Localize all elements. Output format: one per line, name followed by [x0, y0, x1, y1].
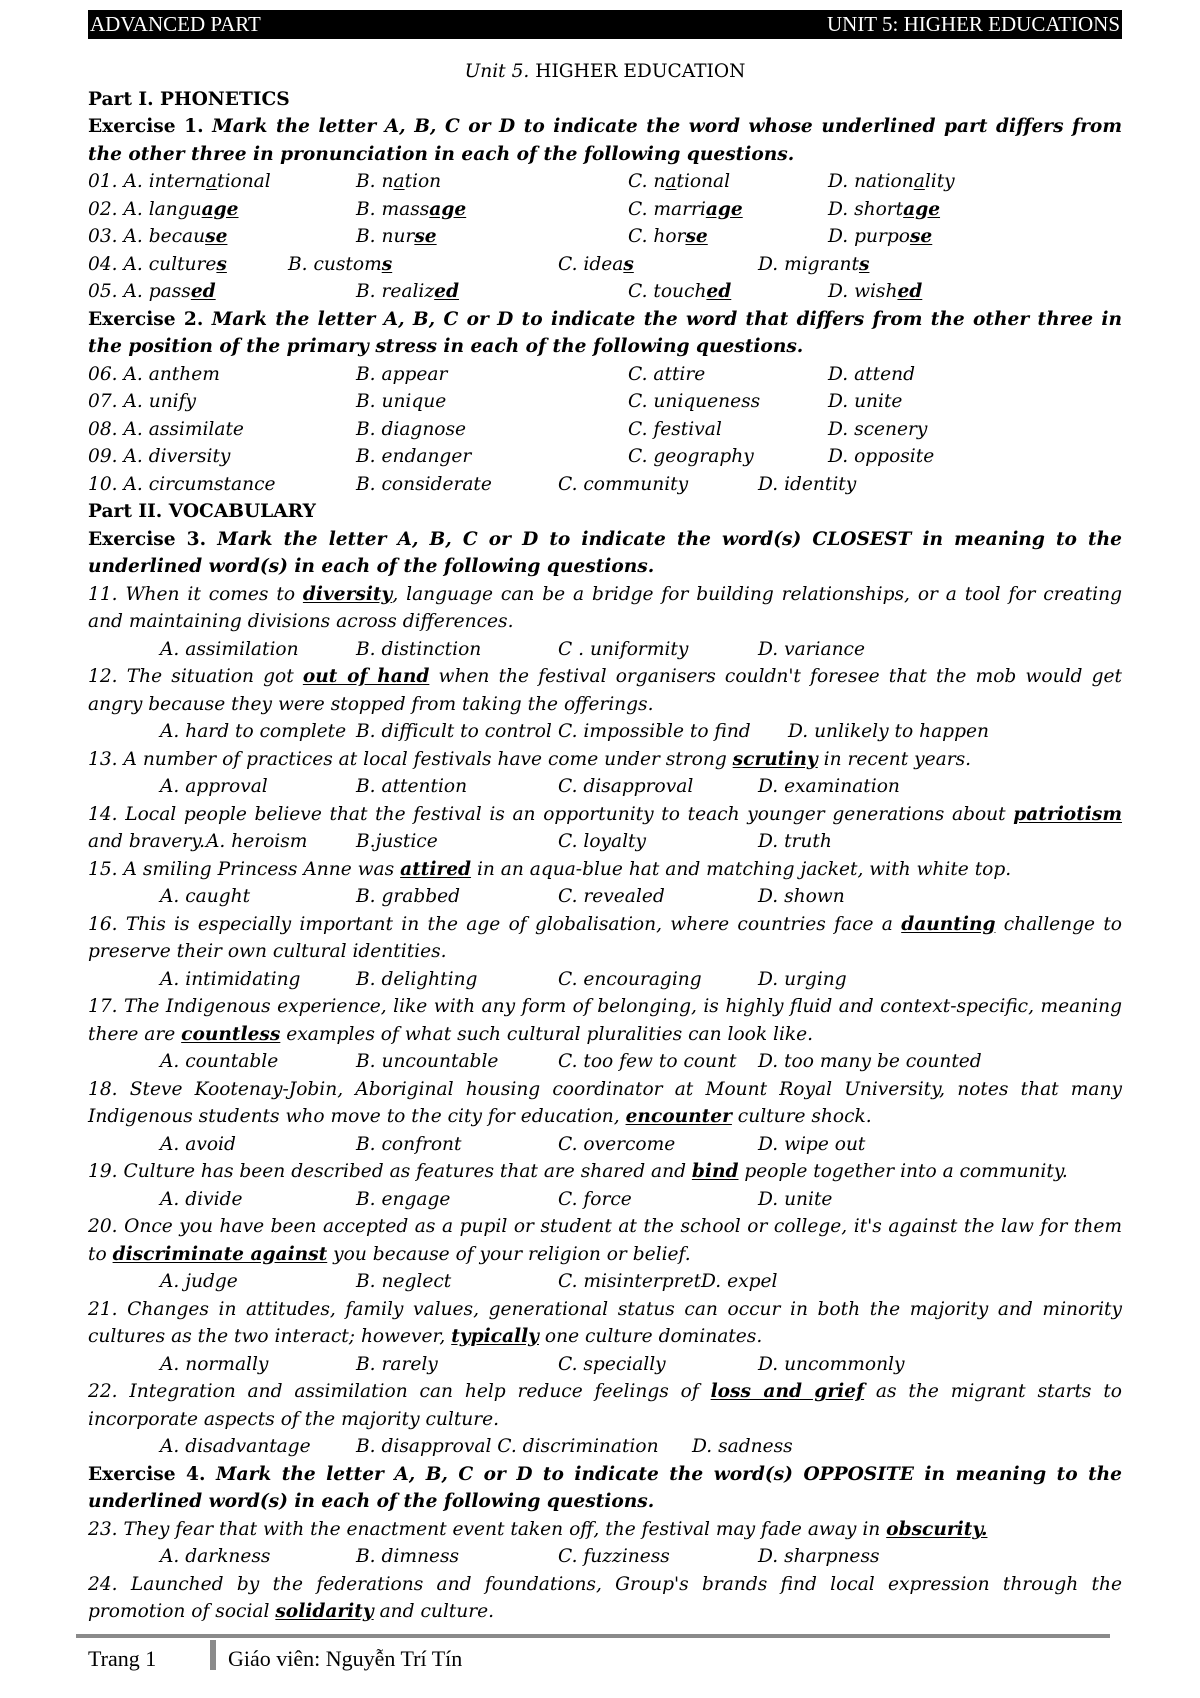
- part-2-heading: Part II. VOCABULARY: [88, 501, 316, 522]
- page-number: Trang 1: [88, 1646, 157, 1671]
- question-02: 02. A. language B. massage C. marriage D. shortage: [88, 198, 941, 220]
- question-20: 20. Once you have been accepted as a pupil or student at the school or college, it's against the law for them to discriminate against you because of your religion or belief.: [88, 1216, 1122, 1265]
- question-23: 23. They fear that with the enactment event taken off, the festival may fade away in obscurity.: [88, 1518, 988, 1540]
- question-16: 16. This is especially important in the age of globalisation, where countries face a daunting challenge to preserve their own cultural identities.: [88, 913, 1122, 962]
- exercise-3-instruction: Exercise 3. Mark the letter A, B, C or D to indicate the word(s) CLOSEST in meaning to the underlined word(s) in each of the following questions.: [88, 528, 1122, 577]
- question-08: 08. A. assimilate B. diagnose C. festival D. scenery: [88, 418, 928, 440]
- exercise-2-instruction: Exercise 2. Mark the letter A, B, C or D to indicate the word that differs from the other three in the position of the primary stress in each of the following questions.: [88, 308, 1122, 357]
- page-header: [88, 10, 1122, 39]
- document-title: Unit 5. HIGHER EDUCATION: [464, 61, 746, 82]
- options-12: A. hard to complete B. difficult to control C. impossible to find D. unlikely to happen: [160, 721, 989, 742]
- part-1-heading: Part I. PHONETICS: [88, 88, 290, 110]
- options-19: A. divide B. engage C. force D. unite: [160, 1188, 833, 1210]
- options-13: A. approval B. attention C. disapproval D. examination: [160, 776, 900, 797]
- page-footer: [76, 1634, 1110, 1674]
- options-14: A. heroism B.justice C. loyalty D. truth: [206, 831, 832, 852]
- options-20: A. judge B. neglect C. misinterpretD. expel: [160, 1271, 778, 1292]
- options-11: A. assimilation B. distinction C . uniformity D. variance: [160, 638, 865, 660]
- header-left: ADVANCED PART: [90, 12, 261, 36]
- options-15: A. caught B. grabbed C. revealed D. shown: [160, 886, 845, 907]
- question-06: 06. A. anthem B. appear C. attire D. attend: [88, 363, 915, 385]
- footer-separator: [210, 1640, 216, 1670]
- question-09: 09. A. diversity B. endanger C. geography D. opposite: [88, 446, 935, 467]
- question-18: 18. Steve Kootenay-Jobin, Aboriginal housing coordinator at Mount Royal University, notes that many Indigenous students who move to the city for education, encounter culture shock.: [88, 1078, 1122, 1127]
- exercise-1-instruction: Exercise 1. Mark the letter A, B, C or D to indicate the word whose underlined part differs from the other three in pronunciation in each of the following questions.: [88, 116, 1122, 165]
- document-body: [88, 58, 1122, 1626]
- question-21: 21. Changes in attitudes, family values, generational status can occur in both the majority and minority cultures as the two interact; however, typically one culture dominates.: [88, 1298, 1122, 1347]
- question-01: 01. A. international B. nation C. national D. nationality: [88, 171, 955, 192]
- question-12: 12. The situation got out of hand when the festival organisers couldn't foresee that the mob would get angry because they were stopped from taking the offerings.: [88, 666, 1122, 715]
- teacher-name: Giáo viên: Nguyễn Trí Tín: [228, 1646, 463, 1671]
- question-15: 15. A smiling Princess Anne was attired in an aqua-blue hat and matching jacket, with white top.: [88, 858, 1012, 880]
- question-11: 11. When it comes to diversity, language can be a bridge for building relationships, or a tool for creating and maintaining divisions across differences.: [88, 583, 1122, 632]
- question-22: 22. Integration and assimilation can help reduce feelings of loss and grief as the migrant starts to incorporate aspects of the majority culture.: [88, 1381, 1122, 1430]
- options-17: A. countable B. uncountable C. too few to count D. too many be counted: [160, 1051, 982, 1072]
- question-07: 07. A. unify B. unique C. uniqueness D. unite: [88, 391, 903, 412]
- exercise-4-instruction: Exercise 4. Mark the letter A, B, C or D to indicate the word(s) OPPOSITE in meaning to the underlined word(s) in each of the following questions.: [88, 1463, 1123, 1512]
- question-04: 04. A. cultures B. customs C. ideas D. migrants: [88, 253, 870, 275]
- question-05: 05. A. passed B. realized C. touched D. wished: [88, 281, 923, 302]
- options-16: A. intimidating B. delighting C. encouraging D. urging: [160, 968, 847, 990]
- question-24: 24. Launched by the federations and foundations, Group's brands find local expression through the promotion of social solidarity and culture.: [88, 1573, 1122, 1622]
- question-03: 03. A. because B. nurse C. horse D. purpose: [88, 226, 933, 247]
- options-18: A. avoid B. confront C. overcome D. wipe out: [160, 1133, 866, 1155]
- options-21: A. normally B. rarely C. specially D. uncommonly: [160, 1353, 905, 1375]
- question-14: 14. Local people believe that the festival is an opportunity to teach younger generations about patriotism and bravery.: [88, 803, 1122, 852]
- options-23: A. darkness B. dimness C. fuzziness D. sharpness: [160, 1546, 880, 1567]
- question-10: 10. A. circumstance B. considerate C. community D. identity: [88, 473, 857, 495]
- question-19: 19. Culture has been described as features that are shared and bind people together into a community.: [88, 1161, 1068, 1182]
- question-17: 17. The Indigenous experience, like with any form of belonging, is highly fluid and context-specific, meaning there are countless examples of what such cultural pluralities can look like.: [88, 996, 1122, 1045]
- options-22: A. disadvantage B. disapproval C. discrimination D. sadness: [160, 1436, 793, 1457]
- question-13: 13. A number of practices at local festivals have come under strong scrutiny in recent years.: [88, 748, 972, 770]
- header-right: UNIT 5: HIGHER EDUCATIONS: [826, 12, 1120, 36]
